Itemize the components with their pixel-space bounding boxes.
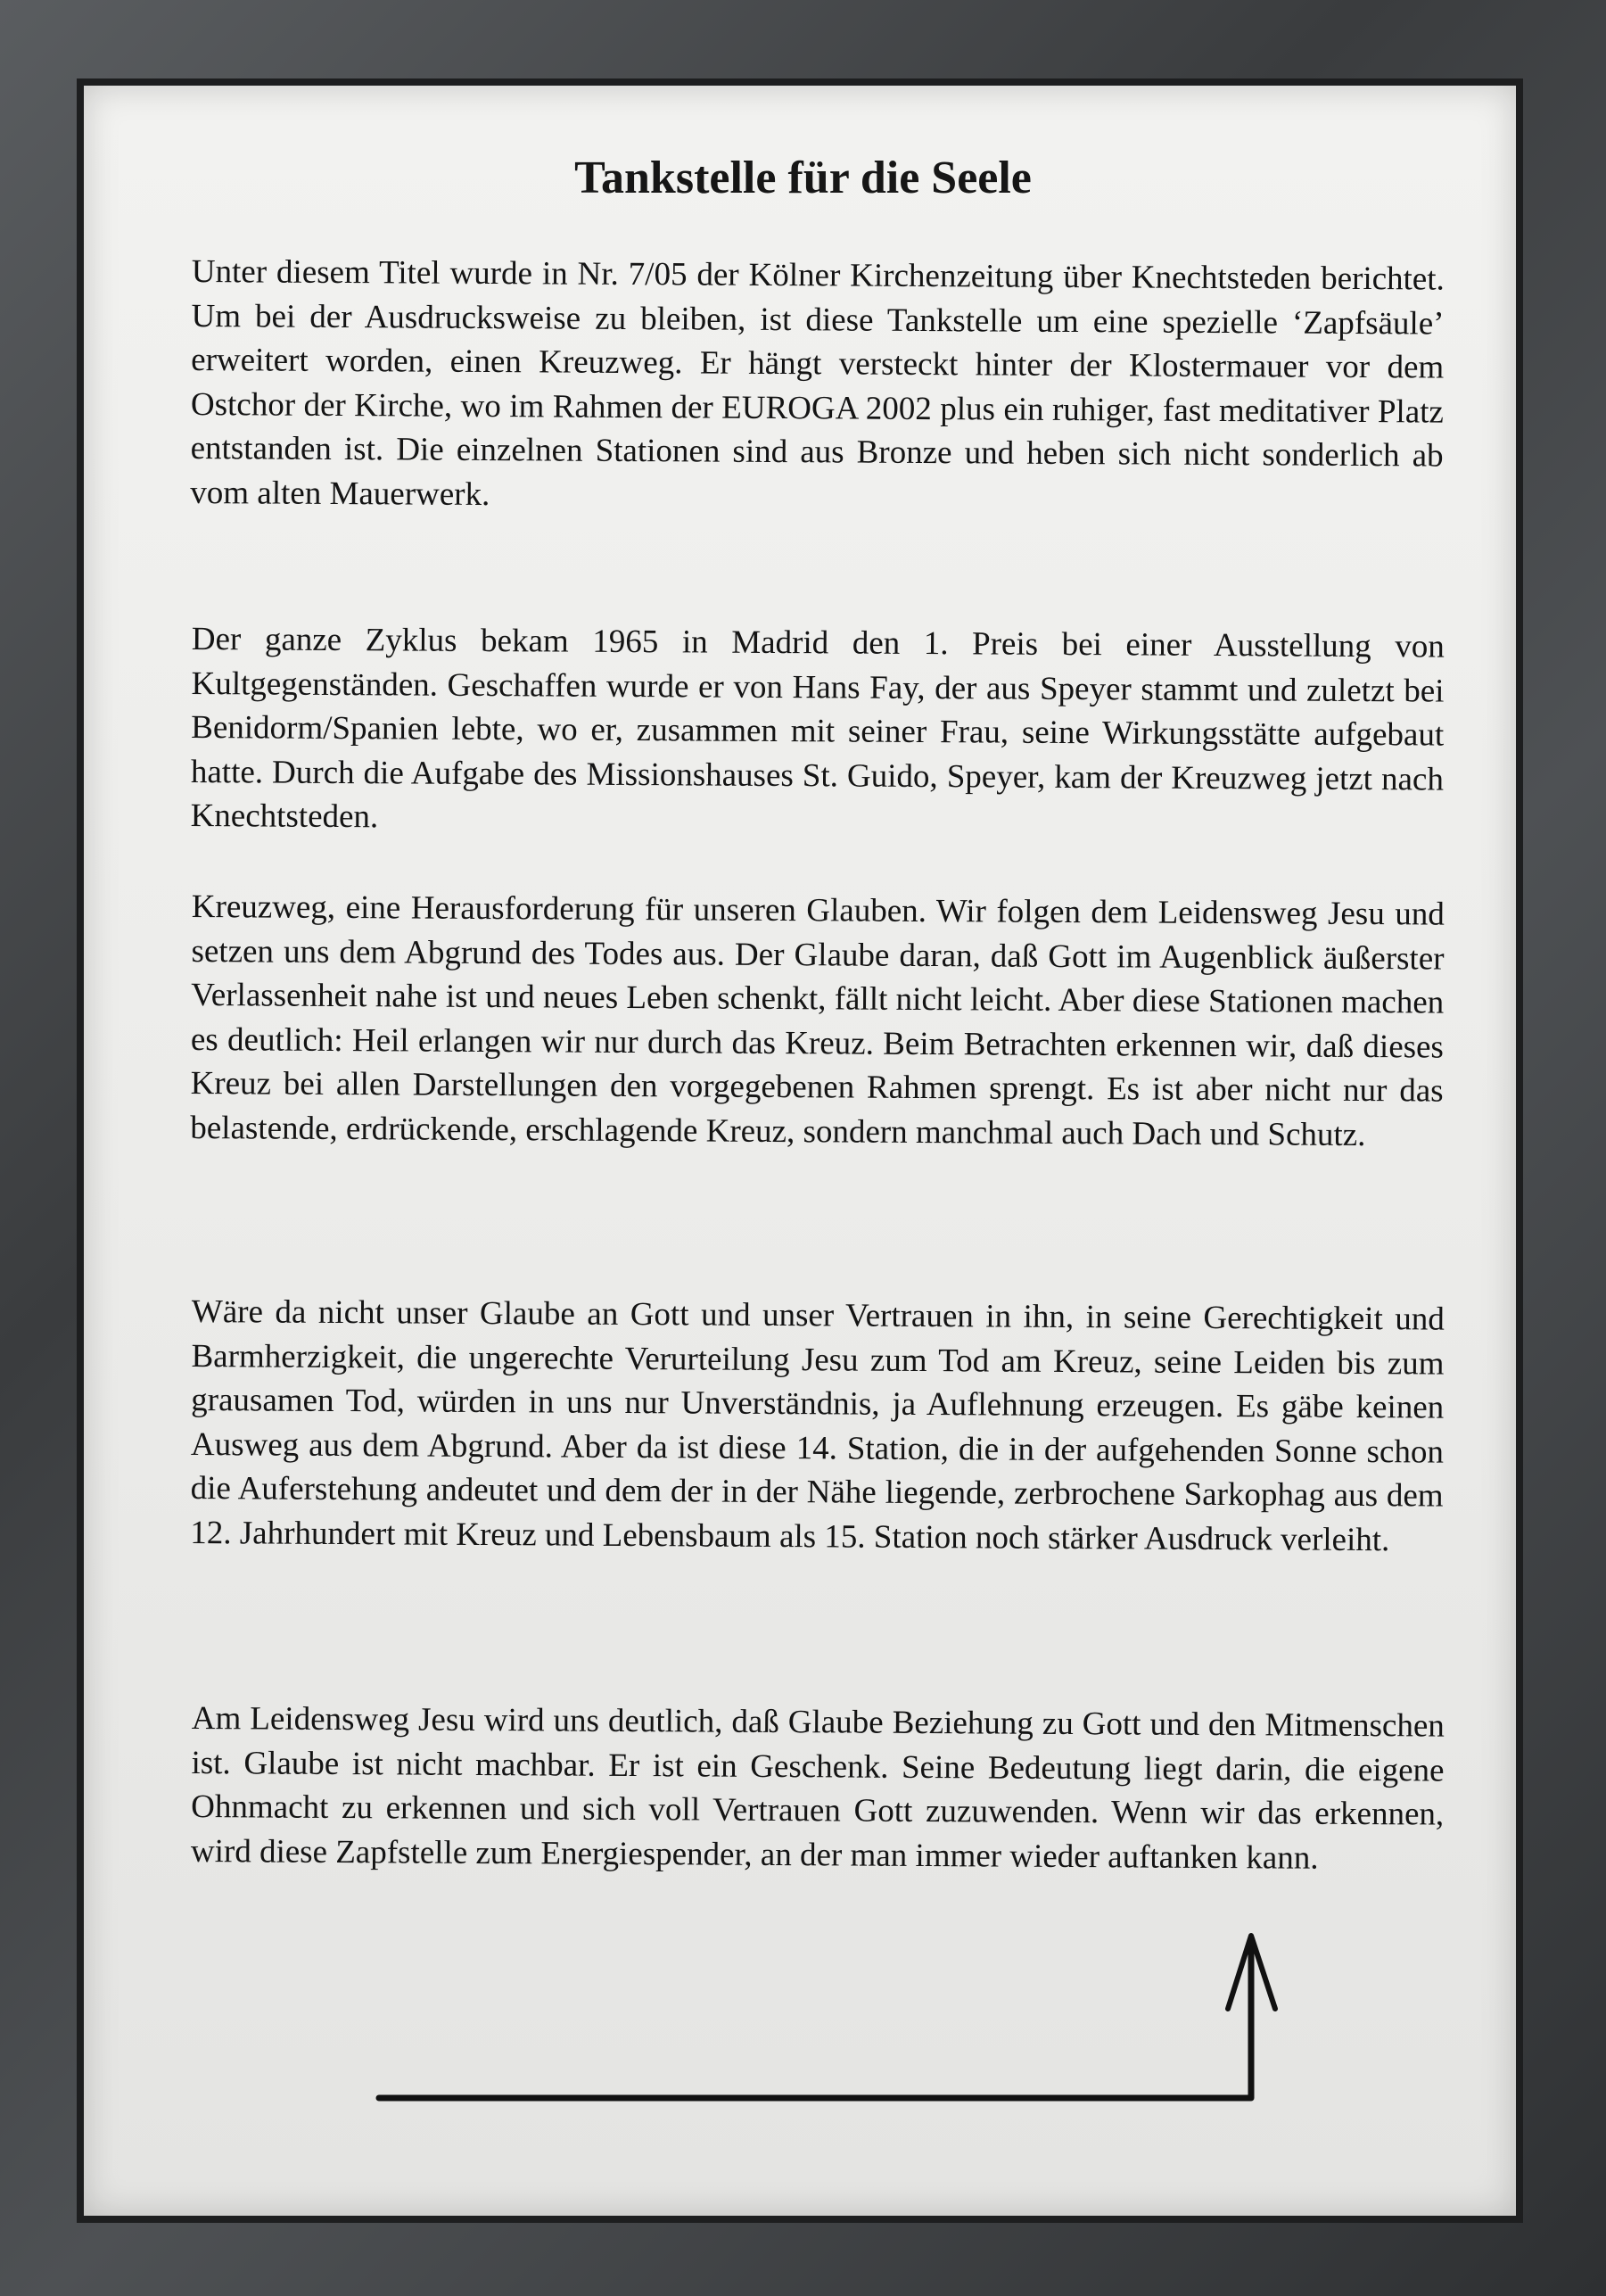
paragraph-text: Der ganze Zyklus bekam 1965 in Madrid den 1. Preis bei einer Ausstellung von Kultgegenständen. Geschaffen wurde er von Hans Fay, der aus Speyer stammt und zuletzt bei Benidorm/Spanien lebte, wo er, zusammen mit seiner Frau, seine Wirkungsstätte aufgebaut hatte. Durch die Aufgabe des Missionshauses St. Guido, Speyer, kam der Kreuzweg jetzt nach Knechtsteden. [190,620,1445,836]
paragraph-3 [190,885,1445,1158]
paragraph-text: Am Leidensweg Jesu wird uns deutlich, daß Glaube Beziehung zu Gott und den Mitmenschen ist. Glaube ist nicht machbar. Er ist ein Geschenk. Seine Bedeutung liegt darin, die eigene Ohnmacht zu erkennen und sich voll Vertrauen Gott zuzuwenden. Wenn wir das erkennen, wird diese Zapfstelle zum Energiespender, an der man immer wieder auftanken kann. [190,1699,1445,1877]
sign-title: Tankstelle für die Seele [574,153,1032,203]
paragraph-text: Kreuzweg, eine Herausforderung für unseren Glauben. Wir folgen dem Leidensweg Jesu und setzen uns dem Abgrund des Todes aus. Der Glaube daran, daß Gott im Augenblick äußerster Verlassenheit nahe ist und neues Leben schenkt, fällt nicht leicht. Aber diese Stationen machen es deutlich: Heil erlangen wir nur durch das Kreuz. Beim Betrachten erkennen wir, daß dieses Kreuz bei allen Darstellungen den vorgegebenen Rahmen sprengt. Es ist aber nicht nur das belastende, erdrückende, erschlagende Kreuz, sondern manchmal auch Dach und Schutz. [190,888,1445,1153]
paragraph-text: Wäre da nicht unser Glaube an Gott und unser Vertrauen in ihn, in seine Gerechtigkeit und Barmherzigkeit, die ungerechte Verurteilung Jesu zum Tod am Kreuz, seine Leiden bis zum grausamen Tod, würden in uns nur Unverständnis, ja Auflehnung erzeugen. Es gäbe keinen Ausweg aus dem Abgrund. Aber da ist diese 14. Station, die in der aufgehenden Sonne schon die Auferstehung andeutet und dem der in der Nähe liegende, zerbrochene Sarkophag aus dem 12. Jahrhundert mit Kreuz und Lebensbaum als 15. Station noch stärker Ausdruck verleiht. [190,1293,1445,1558]
paragraph-4 [190,1290,1445,1563]
paragraph-text: Unter diesem Titel wurde in Nr. 7/05 der Kölner Kirchenzeitung über Knechtsteden berichtet. Um bei der Ausdrucksweise zu bleiben, ist diese Tankstelle um eine spezielle ‘Zapfsäule’ erweitert worden, einen Kreuzweg. Er hängt versteckt hinter der Klostermauer vor dem Ostchor der Kirche, wo im Rahmen der EUROGA 2002 plus ein ruhiger, fast meditativer Platz entstanden ist. Die einzelnen Stationen sind aus Bronze und heben sich nicht sonderlich ab vom alten Mauerwerk. [190,252,1445,513]
paragraph-5 [191,1697,1445,1881]
paragraph-2 [190,617,1444,846]
arrow-right-then-up-icon [357,1918,1320,2123]
paragraph-1 [190,250,1445,523]
